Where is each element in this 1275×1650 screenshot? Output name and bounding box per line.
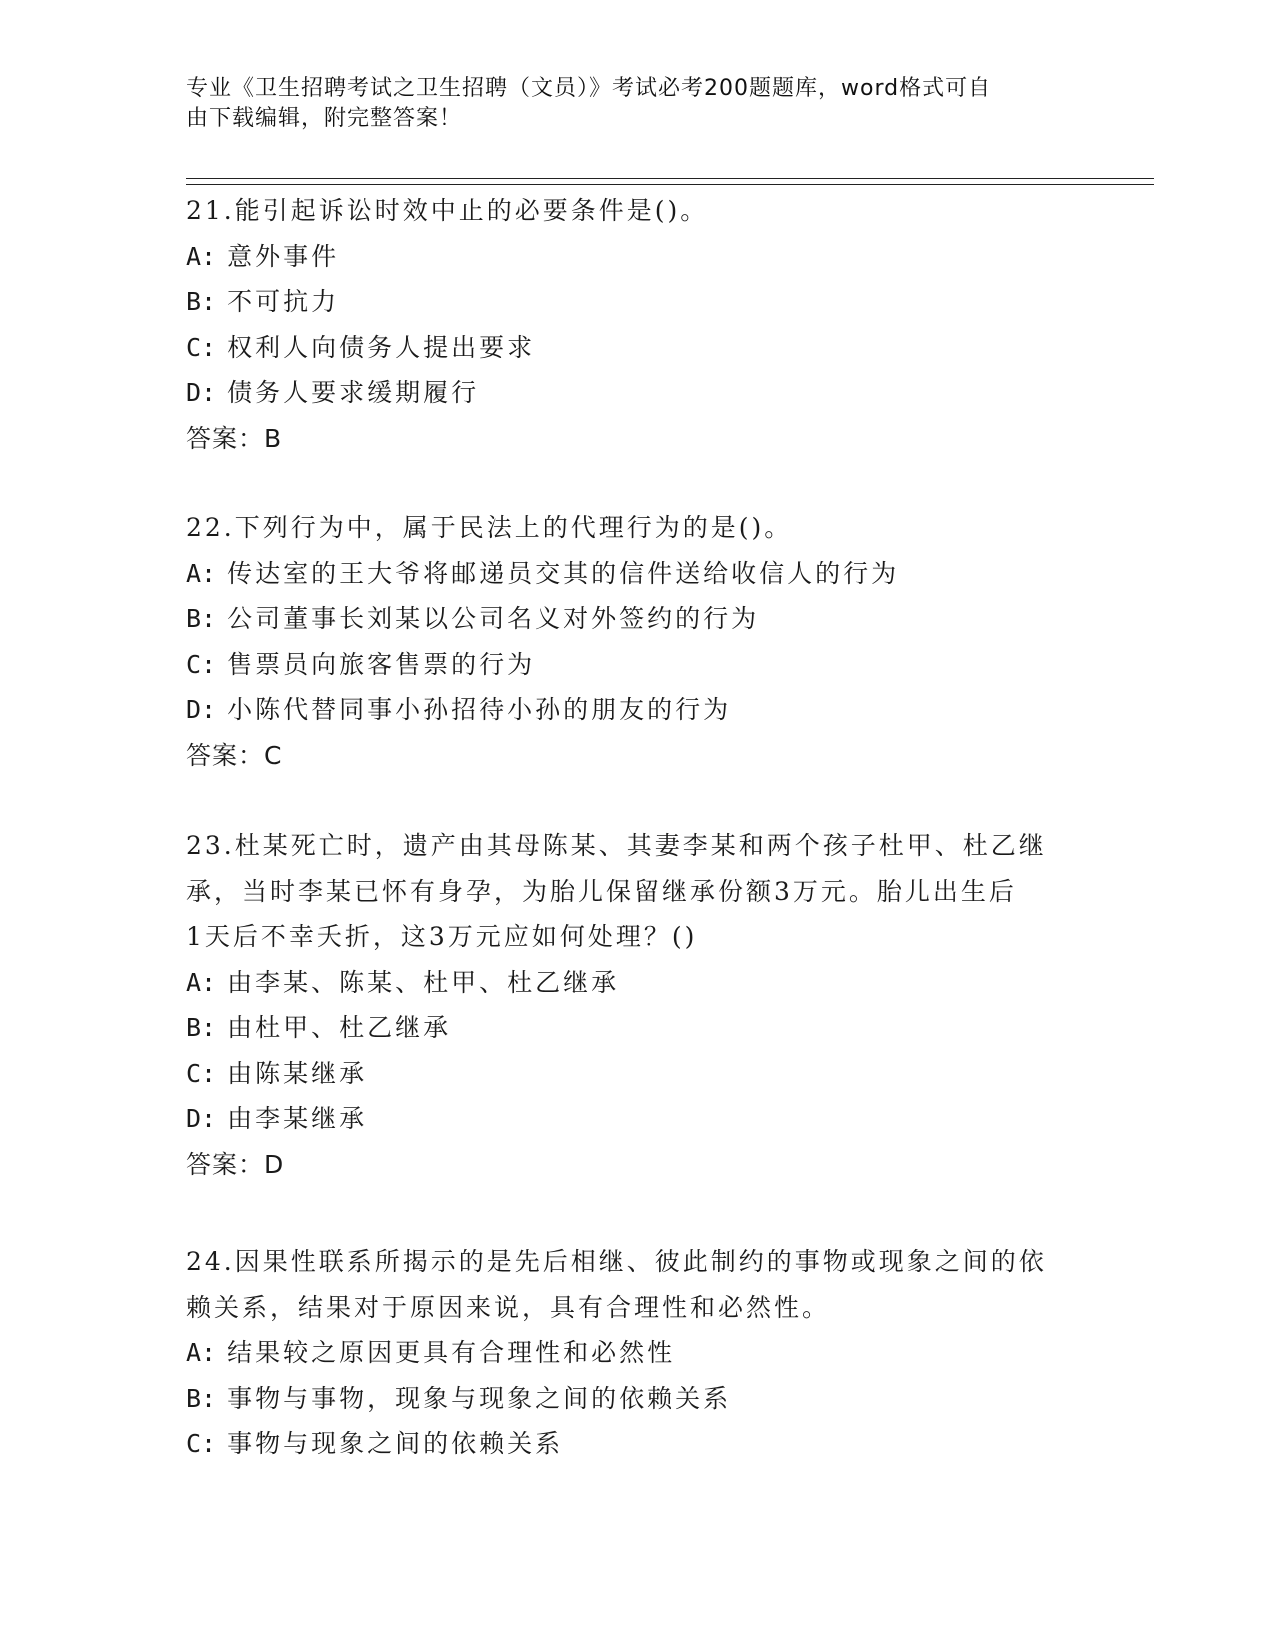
option-letter: A: xyxy=(186,1338,217,1367)
option-d xyxy=(186,687,1086,733)
header-title-line-2: 由下载编辑，附完整答案！ xyxy=(186,106,463,131)
option-a xyxy=(186,234,1086,280)
option-text: 售票员向旅客售票的行为 xyxy=(227,649,536,679)
option-b xyxy=(186,1005,1086,1051)
option-d xyxy=(186,1096,1086,1142)
option-a xyxy=(186,1330,1086,1376)
option-text: 事物与现象之间的依赖关系 xyxy=(227,1429,564,1458)
option-d xyxy=(186,370,1086,416)
option-c xyxy=(186,642,1086,688)
option-text: 事物与事物，现象与现象之间的依赖关系 xyxy=(227,1383,732,1413)
question-stem-line: 1天后不幸夭折，这3万元应如何处理？() xyxy=(186,922,698,951)
answer-line: 答案：D xyxy=(186,1149,285,1179)
option-text: 由杜甲、杜乙继承 xyxy=(227,1013,452,1042)
question-stem: 22.下列行为中，属于民法上的代理行为的是()。 xyxy=(186,513,793,542)
option-letter: C: xyxy=(186,1429,217,1458)
option-letter: A: xyxy=(186,558,217,588)
option-a xyxy=(186,960,1086,1006)
header-divider-top xyxy=(186,178,1154,179)
question-stem-line: 24.因果性联系所揭示的是先后相继、彼此制约的事物或现象之间的依 xyxy=(186,1247,1047,1276)
question-stem-line: 23.杜某死亡时，遗产由其母陈某、其妻李某和两个孩子杜甲、杜乙继 xyxy=(186,831,1047,860)
option-text: 由陈某继承 xyxy=(227,1058,368,1088)
option-letter: A: xyxy=(186,967,217,997)
option-letter: D: xyxy=(186,378,217,407)
option-letter: C: xyxy=(186,649,217,679)
option-b xyxy=(186,596,1086,642)
option-text: 不可抗力 xyxy=(227,287,340,316)
header-divider-bottom xyxy=(186,184,1154,185)
header-title-line-1: 专业《卫生招聘考试之卫生招聘（文员）》考试必考200题题库，word格式可自 xyxy=(186,76,992,101)
question-24 xyxy=(186,1239,1086,1467)
option-text: 由李某、陈某、杜甲、杜乙继承 xyxy=(227,967,620,997)
option-text: 公司董事长刘某以公司名义对外签约的行为 xyxy=(227,604,760,633)
option-letter: D: xyxy=(186,695,217,724)
question-21 xyxy=(186,188,1086,461)
option-text: 意外事件 xyxy=(227,241,340,271)
option-text: 传达室的王大爷将邮递员交其的信件送给收信人的行为 xyxy=(227,558,900,588)
answer-line: 答案：C xyxy=(186,740,283,770)
option-b xyxy=(186,1376,1086,1422)
option-b xyxy=(186,279,1086,325)
answer-line: 答案：B xyxy=(186,423,283,453)
option-letter: C: xyxy=(186,332,217,362)
option-a xyxy=(186,551,1086,597)
option-text: 债务人要求缓期履行 xyxy=(227,378,480,407)
question-23 xyxy=(186,823,1086,1187)
option-text: 由李某继承 xyxy=(227,1104,368,1133)
question-stem-line: 承，当时李某已怀有身孕，为胎儿保留继承份额3万元。胎儿出生后 xyxy=(186,876,1017,906)
option-c xyxy=(186,325,1086,371)
option-letter: C: xyxy=(186,1058,217,1088)
option-text: 权利人向债务人提出要求 xyxy=(227,332,536,362)
option-letter: B: xyxy=(186,287,217,316)
question-22 xyxy=(186,505,1086,778)
option-letter: B: xyxy=(186,1383,217,1413)
option-letter: A: xyxy=(186,241,217,271)
question-stem: 21.能引起诉讼时效中止的必要条件是()。 xyxy=(186,196,709,225)
option-letter: D: xyxy=(186,1104,217,1133)
question-stem-line: 赖关系，结果对于原因来说，具有合理性和必然性。 xyxy=(186,1292,831,1322)
option-text: 小陈代替同事小孙招待小孙的朋友的行为 xyxy=(227,695,732,724)
document-header xyxy=(186,74,1066,134)
option-letter: B: xyxy=(186,1013,217,1042)
option-c xyxy=(186,1051,1086,1097)
option-c xyxy=(186,1421,1086,1467)
option-letter: B: xyxy=(186,604,217,633)
option-text: 结果较之原因更具有合理性和必然性 xyxy=(227,1338,676,1367)
